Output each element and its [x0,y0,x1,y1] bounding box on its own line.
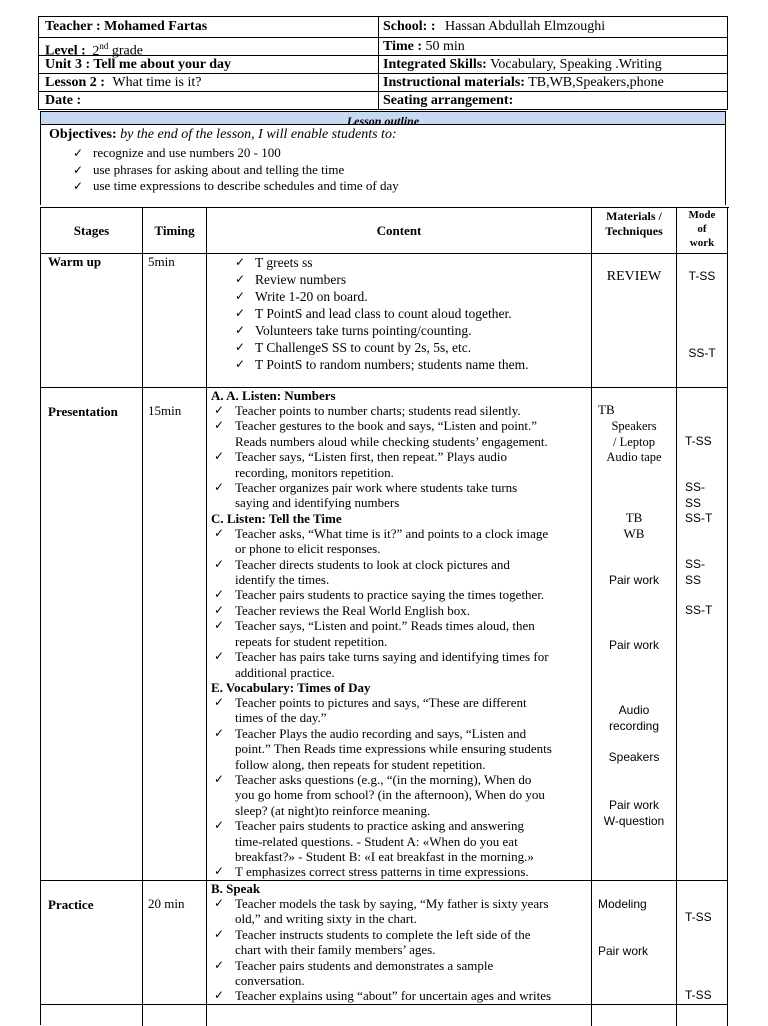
skills-label: Integrated Skills: [383,57,487,72]
item-line: Teacher pairs students to practice saying the times together. [235,587,545,603]
item-line: Teacher models the task by saying, “My father is sixty years [235,896,549,911]
school-field [383,19,605,34]
item-line: Teacher Plays the audio recording and says, “Listen and [235,725,527,741]
check-icon: ✓ [214,449,225,464]
objectives-heading [49,127,397,143]
check-icon: ✓ [235,306,246,320]
check-icon: ✓ [214,587,225,602]
material-speakers-line: Speakers [611,419,657,433]
item-line: Teacher pairs students and demonstrates a sample [235,957,494,973]
list-item [211,403,589,418]
list-item [211,418,589,449]
list-item [211,818,589,864]
practice-mode-2: T-SS [685,988,712,1002]
material-tb-wb [592,510,676,542]
item-line: Teacher organizes pair work where students take turns [235,480,518,496]
check-icon: ✓ [214,403,225,417]
header-materials [592,209,676,239]
list-item [211,864,589,879]
material-tb: TB [598,402,615,417]
item-line: times of the day.” [235,710,327,726]
check-icon: ✓ [214,649,225,664]
section-e-heading: E. Vocabulary: Times of Day [211,679,371,695]
warmup-text: Review numbers [255,272,347,287]
header-timing: Timing [154,223,195,238]
list-item [211,557,589,588]
material-audio-line: Audio [618,703,650,717]
check-icon: ✓ [235,255,246,269]
materials-label: Instructional materials: [383,75,525,90]
time-value: 50 min [425,39,465,54]
header-mode-line1: Mode [688,209,716,221]
item-line: Teacher asks questions (e.g., “(in the morning), When do [235,771,532,787]
objective-item [69,145,669,162]
warmup-text: T ChallengeS SS to count by 2s, 5s, etc. [255,340,472,355]
col-line [676,208,677,1026]
list-item [211,526,589,557]
objective-text: use time expressions to describe schedules and time of day [93,178,399,193]
check-icon: ✓ [214,725,225,740]
warmup-item [231,322,591,339]
check-icon: ✓ [214,988,225,1003]
item-line: conversation. [235,973,305,989]
item-line: sleep? (at night)to reinforce meaning. [235,802,431,818]
warmup-text: Volunteers take turns pointing/counting. [255,323,472,338]
objective-text: recognize and use numbers 20 - 100 [93,145,281,160]
header-stages: Stages [73,223,110,238]
objectives-box [40,125,726,205]
warmup-text: T PointS and lead class to count aloud together. [255,306,512,321]
stage-presentation: Presentation [48,404,118,419]
mode-line: SS [685,496,702,510]
item-line: Teacher instructs students to complete the left side of the [235,926,531,942]
time-field [383,39,465,54]
row-line [41,1004,728,1005]
check-icon: ✓ [214,864,225,879]
practice-material-modeling: Modeling [598,897,647,911]
level-number: 2 [92,43,100,59]
check-icon: ✓ [214,771,225,786]
item-line: or phone to elicit responses. [235,541,381,557]
timing-practice: 20 min [148,896,185,911]
check-icon: ✓ [214,602,225,617]
check-icon: ✓ [214,896,225,910]
warmup-mode-a: T-SS [688,269,716,283]
item-line: Reads numbers aloud while checking students’ engagement. [235,433,548,449]
col-line [206,208,207,1026]
item-line: chart with their family members’ ages. [235,942,436,958]
item-line: Teacher pairs students to practice asking and answering [235,818,524,834]
check-icon: ✓ [214,818,225,833]
list-item [211,726,589,772]
lesson-field [45,75,201,90]
col-line [142,208,143,1026]
check-icon: ✓ [214,957,225,972]
material-recording-line: recording [608,719,660,733]
skills-value: Vocabulary, Speaking .Writing [490,57,662,72]
header-materials-line2: Techniques [605,224,663,238]
item-line: saying and identifying numbers [235,495,400,511]
warmup-list [231,254,591,373]
item-line: Teacher says, “Listen and point.” Reads times aloud, then [235,618,535,634]
warmup-text: Write 1-20 on board. [255,289,368,304]
col-line [591,208,592,1026]
item-line: repeats for student repetition. [235,633,388,649]
item-line: you go home from school? (in the afternoon), When do you [235,787,545,803]
check-icon: ✓ [214,618,225,633]
list-item [211,649,589,680]
item-line: Teacher says, “Listen first, then repeat.” Plays audio [235,449,507,465]
mode-line: SS [685,573,702,587]
warmup-item [231,288,591,305]
warmup-mode-b: SS-T [688,346,716,360]
materials-value: TB,WB,Speakers,phone [528,75,664,90]
list-item [211,695,589,726]
warmup-text: T greets ss [255,255,313,270]
mode-ss-t: SS-T [685,511,713,525]
check-icon: ✓ [73,179,84,193]
check-icon: ✓ [235,340,246,354]
list-item [211,587,589,602]
item-line: old,” and writing sixty in the chart. [235,911,417,927]
check-icon: ✓ [73,162,84,177]
objectives-intro: by the end of the lesson, I will enable students to: [120,127,397,142]
objective-text: use phrases for asking about and telling the time [93,161,345,177]
header-materials-line1: Materials / [606,209,662,223]
material-speakers [592,419,676,466]
header-content: Content [376,223,422,238]
mode-ss-ss [685,479,705,511]
check-icon: ✓ [214,418,225,433]
check-icon: ✓ [214,694,225,709]
warmup-item [231,356,591,373]
material-audio-tape-line: Audio tape [606,450,662,464]
check-icon: ✓ [214,556,225,571]
mode-ss-ss-2 [685,556,705,588]
item-line: Teacher directs students to look at clock pictures and [235,556,510,572]
row-line [39,73,727,74]
date-label: Date : [45,93,82,108]
practice-content [211,881,589,1004]
objective-item [69,162,669,179]
row-line [39,91,727,92]
header-mode-line3: work [689,237,715,249]
lesson-outline-bar [40,111,726,128]
check-icon: ✓ [214,480,225,495]
mode-line: SS- [685,557,706,571]
school-label: School: : [383,19,436,34]
seating-label: Seating arrangement: [383,93,514,108]
item-line: additional practice. [235,664,335,680]
section-a-heading: A. A. Listen: Numbers [211,388,336,403]
timing-warmup: 5min [148,254,175,269]
check-icon: ✓ [235,272,246,286]
material-laptop-line: / Leptop [612,434,655,449]
item-line: Teacher reviews the Real World English box. [235,602,470,618]
item-line: time-related questions. - Student A: «When do you eat [235,833,518,849]
lesson-outline-title: Lesson outline [346,114,420,128]
time-label: Time : [383,39,423,54]
level-rest: grade [111,43,143,59]
mode-line: SS- [685,480,706,494]
header-divider [378,17,379,109]
school-value: Hassan Abdullah Elmzoughi [445,19,606,34]
practice-material-pair-work: Pair work [598,944,649,958]
header-table [38,16,728,110]
item-line: Teacher gestures to the book and says, “Listen and point.” [235,418,537,434]
mode-ss-t-2: SS-T [685,603,713,617]
objective-item [69,178,669,195]
item-line: recording, monitors repetition. [235,464,394,480]
list-item [211,927,589,958]
list-item [211,603,589,618]
material-w-question: W-question [603,814,665,828]
item-line: follow along, then repeats for student repetition. [235,756,486,772]
objectives-list [69,145,669,195]
stage-practice: Practice [48,897,94,912]
warmup-item [231,271,591,288]
lesson-value: What time is it? [112,75,202,90]
item-line: Teacher asks, “What time is it?” and points to a clock image [235,525,549,541]
check-icon: ✓ [73,146,84,160]
warmup-item [231,305,591,322]
row-line [39,37,727,38]
item-line: point.” Then Reads time expressions while ensuring students [235,741,552,757]
item-line: Teacher points to number charts; students read silently. [235,403,521,418]
level-label: Level : [45,43,86,59]
list-item [211,896,589,927]
lesson-label: Lesson 2 : [45,75,105,90]
warmup-material: REVIEW [606,269,662,284]
header-mode-line2: of [697,223,707,235]
unit-label: Unit 3 : Tell me about your day [45,57,232,72]
list-item [211,988,589,1003]
presentation-content [211,388,589,880]
section-b-heading: B. Speak [211,881,261,896]
item-line: Teacher has pairs take turns saying and identifying times for [235,649,549,665]
check-icon: ✓ [235,323,246,337]
skills-field [383,57,662,72]
list-item [211,480,589,511]
list-item [211,958,589,989]
check-icon: ✓ [214,525,225,540]
material-pair-work-3: Pair work [608,798,659,812]
item-line: T emphasizes correct stress patterns in time expressions. [235,864,529,880]
teacher-label: Teacher : Mohamed Fartas [45,19,208,34]
practice-mode-1: T-SS [685,910,712,924]
warmup-text: T PointS to random numbers; students name them. [255,357,529,372]
stage-warmup: Warm up [48,254,102,269]
warmup-item [231,339,591,356]
item-line: breakfast?» - Student B: «I eat breakfast in the morning.» [235,848,534,864]
col-line [727,208,728,1026]
item-line: Teacher explains using “about” for uncertain ages and writes [235,988,552,1004]
level-superscript: nd [99,41,109,51]
level-field [45,39,143,59]
header-mode [677,208,727,250]
check-icon: ✓ [214,926,225,941]
material-wb-line: WB [623,526,645,541]
timing-presentation: 15min [148,403,182,418]
objectives-label: Objectives: [49,127,117,142]
mode-t-ss: T-SS [685,434,712,448]
item-line: Teacher points to pictures and says, “These are different [235,694,527,710]
material-pair-work-1: Pair work [608,573,659,587]
lesson-table [40,207,729,1025]
material-speakers-2: Speakers [608,750,660,764]
material-audio-recording [592,702,676,734]
list-item [211,618,589,649]
list-item [211,772,589,818]
section-c-heading: C. Listen: Tell the Time [211,510,342,526]
warmup-item [231,254,591,271]
list-item [211,449,589,480]
check-icon: ✓ [235,289,246,303]
check-icon: ✓ [235,357,246,371]
item-line: identify the times. [235,572,330,588]
materials-field [383,75,664,90]
material-pair-work-2: Pair work [608,638,659,652]
material-tb2-line: TB [625,510,643,525]
